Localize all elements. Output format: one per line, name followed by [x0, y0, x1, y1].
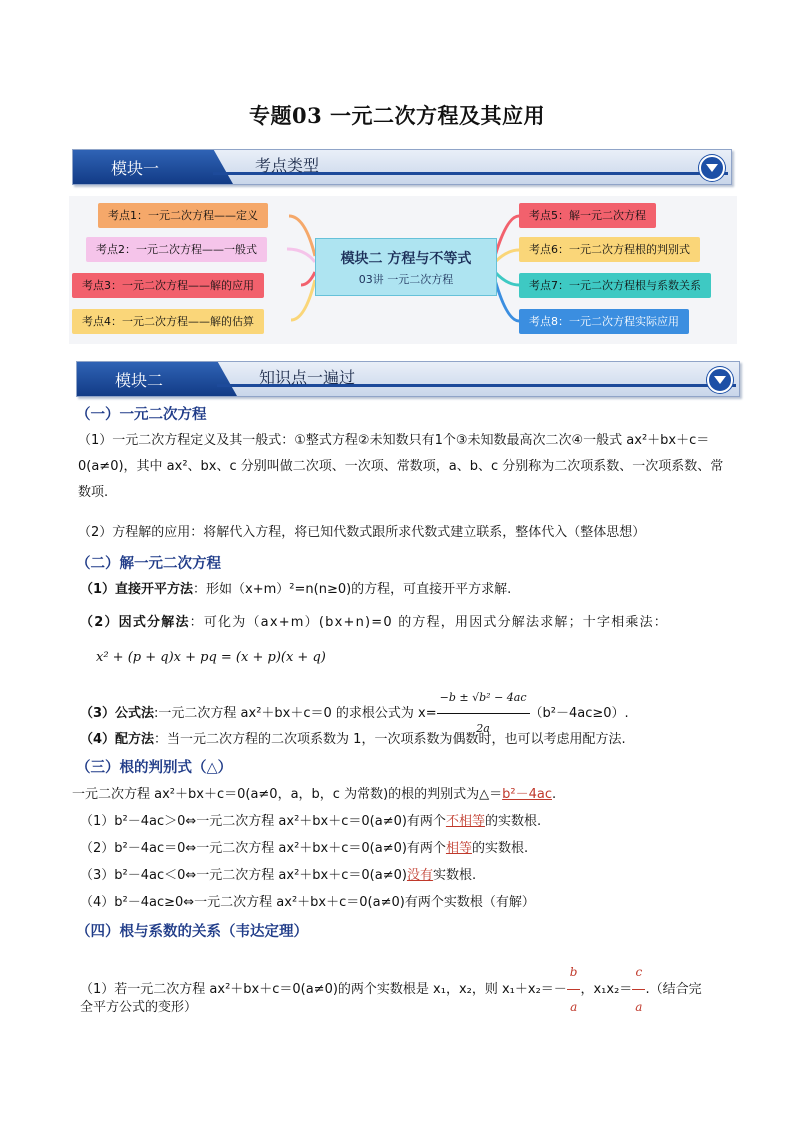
- method-label: （4）配方法: [80, 732, 155, 747]
- paragraph: 全平方公式的变形）: [80, 1000, 198, 1015]
- method-text: ：可化为（ax+m）(bx+n)=0 的方程，用因式分解法求解；十字相乘法：: [189, 615, 668, 630]
- text: （1）b²－4ac＞0⇔一元二次方程 ax²＋bx＋c＝0(a≠0)有两个: [80, 814, 446, 829]
- fraction-denominator: a: [635, 1000, 643, 1014]
- section-heading: （三）根的判别式（△）: [76, 760, 233, 776]
- list-item: [80, 890, 728, 916]
- text: 的实数根.: [471, 841, 529, 856]
- module-title: 知识点一遍过: [259, 368, 356, 387]
- paragraph: （2）方程解的应用：将解代入方程，将已知代数式跟所求代数式建立联系，整体代入（整体思想）: [78, 525, 646, 540]
- underlined-answer: b²－4ac: [502, 787, 552, 802]
- module-banner-2: [76, 361, 740, 397]
- mindmap-node-left: 考点2：一元二次方程——一般式: [86, 237, 267, 262]
- method-text: ：当一元二次方程的二次项系数为 1，一次项系数为偶数时，也可以考虑用配方法.: [154, 732, 626, 747]
- fraction-denominator: a: [570, 1000, 578, 1014]
- text: 的实数根.: [484, 814, 542, 829]
- formula-denominator: 2a: [476, 722, 490, 735]
- module-title: 考点类型: [255, 156, 320, 175]
- mindmap-node-left: 考点4：一元二次方程——解的估算: [72, 309, 264, 334]
- method-label: （1）直接开平方法: [80, 582, 194, 597]
- underlined-answer: 没有: [406, 868, 433, 883]
- text: （3）b²－4ac＜0⇔一元二次方程 ax²＋bx＋c＝0(a≠0): [80, 868, 407, 883]
- list-item: [80, 836, 728, 862]
- mind-map: [69, 196, 737, 344]
- paragraph: [80, 577, 728, 603]
- section-heading: （二）解一元二次方程: [76, 556, 221, 572]
- text: （1）若一元二次方程 ax²＋bx＋c＝0(a≠0)的两个实数根是 x₁，x₂，则 x₁＋x₂＝－: [80, 982, 567, 997]
- section-heading: （四）根与系数的关系（韦达定理）: [76, 924, 308, 940]
- text: .（结合完: [645, 982, 702, 997]
- mindmap-center: [315, 238, 497, 296]
- method-label: （3）公式法: [80, 706, 155, 721]
- list-item: [80, 809, 728, 835]
- text: .: [552, 787, 557, 802]
- mindmap-node-right: 考点7：一元二次方程根与系数关系: [519, 273, 711, 298]
- mindmap-node-right: 考点8：一元二次方程实际应用: [519, 309, 689, 334]
- underlined-answer: 相等: [445, 841, 472, 856]
- mindmap-node-left: 考点1：一元二次方程——定义: [98, 203, 268, 228]
- text: （4）b²－4ac≥0⇔一元二次方程 ax²＋bx＋c＝0(a≠0)有两个实数根（有解）: [80, 895, 535, 910]
- formula-numerator: −b ± √b² − 4ac: [437, 683, 530, 714]
- page-title: 专题03 一元二次方程及其应用: [248, 103, 546, 128]
- method-text: ：形如（x+m）²=n(n≥0)的方程，可直接开平方求解.: [193, 582, 512, 597]
- mindmap-node-left: 考点3：一元二次方程——解的应用: [72, 273, 264, 298]
- paragraph: [72, 782, 720, 808]
- mindmap-node-right: 考点6：一元二次方程根的判别式: [519, 237, 700, 262]
- text: 一元二次方程 ax²＋bx＋c＝0(a≠0，a，b，c 为常数)的根的判别式为△＝: [72, 787, 503, 802]
- paragraph: （1）一元二次方程定义及其一般式：①整式方程②未知数只有1个③未知数最高次二次④一般式 ax²＋bx＋c＝0(a≠0)，其中 ax²、bx、c 分别叫做二次项、一次项、常数项，a、b、c 分别称为二次项系数、一次项系数、常数项.: [78, 433, 724, 500]
- formula: x² + (p + q)x + pq = (x + p)(x + q): [96, 650, 326, 665]
- text: ，x₁x₂＝: [580, 982, 633, 997]
- mindmap-node-right: 考点5：解一元二次方程: [519, 203, 656, 228]
- method-text: :一元二次方程 ax²＋bx＋c＝0 的求根公式为 x=: [154, 706, 437, 721]
- paragraph: [80, 727, 728, 753]
- chevron-down-icon[interactable]: [699, 155, 725, 181]
- chevron-down-icon[interactable]: [707, 367, 733, 393]
- paragraph: [80, 610, 728, 636]
- method-label: （2）因式分解法: [80, 615, 190, 630]
- method-text: （b²－4ac≥0）.: [529, 706, 629, 721]
- list-item: [80, 863, 728, 889]
- module-tab-label: 模块一: [111, 159, 160, 178]
- section-heading: （一）一元二次方程: [76, 407, 207, 423]
- text: （2）b²－4ac＝0⇔一元二次方程 ax²＋bx＋c＝0(a≠0)有两个: [80, 841, 446, 856]
- module-tab-label: 模块二: [115, 371, 164, 390]
- fraction-numerator: c: [632, 955, 645, 990]
- mindmap-center-title: 模块二 方程与不等式: [340, 251, 472, 267]
- module-banner-1: [72, 149, 732, 185]
- mindmap-center-subtitle: 03讲 一元二次方程: [358, 273, 454, 286]
- fraction-numerator: b: [567, 955, 581, 990]
- underlined-answer: 不相等: [445, 814, 485, 829]
- text: 实数根.: [432, 868, 477, 883]
